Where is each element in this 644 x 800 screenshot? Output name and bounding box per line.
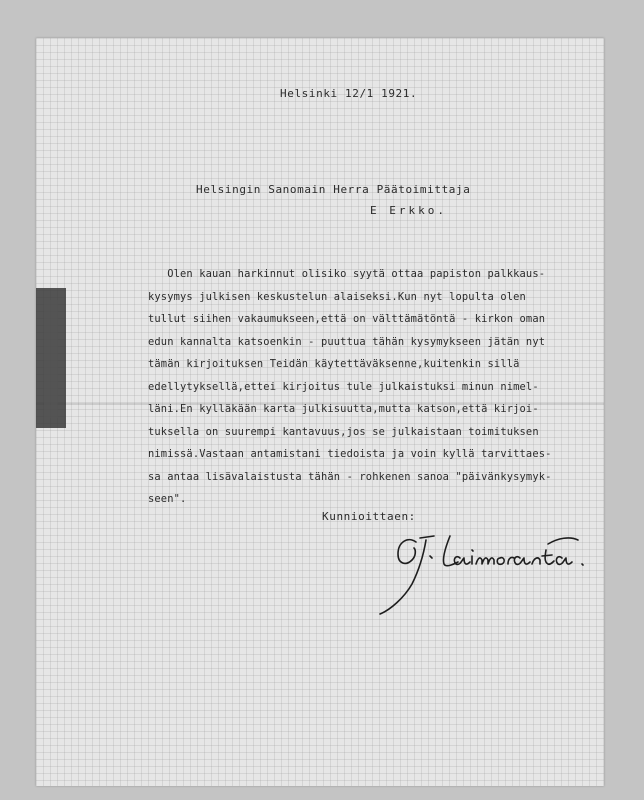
addressee-title: Helsingin Sanomain Herra Päätoimittaja	[196, 183, 471, 196]
letter-body	[148, 263, 552, 511]
body-line: tullut siihen vakaumukseen,että on välttämätöntä - kirkon oman	[148, 313, 546, 325]
letter-date: Helsinki 12/1 1921.	[280, 87, 418, 100]
body-line: läni.En kylläkään karta julkisuutta,mutta katson,että kirjoi-	[148, 403, 539, 415]
body-line: kysymys julkisen keskustelun alaiseksi.Kun nyt lopulta olen	[148, 290, 526, 303]
letter-closing: Kunnioittaen:	[322, 510, 416, 523]
addressee-name: E Erkko.	[370, 204, 447, 217]
body-line: tuksella on suurempi kantavuus,jos se julkaistaan toimituksen	[148, 425, 539, 438]
body-line: tämän kirjoituksen Teidän käytettäväksenne,kuitenkin sillä	[148, 358, 520, 370]
body-line: edun kannalta katsoenkin - puuttua tähän kysymykseen jätän nyt	[148, 335, 546, 348]
body-line: sa antaa lisävalaistusta tähän - rohkenen sanoa "päivänkysymyk-	[148, 470, 552, 483]
body-line: nimissä.Vastaan antamistani tiedoista ja voin kyllä tarvittaes-	[148, 448, 552, 460]
body-line: seen".	[148, 493, 187, 505]
body-line: Olen kauan harkinnut olisiko syytä ottaa papiston palkkaus-	[148, 268, 546, 280]
handwritten-signature	[372, 518, 592, 618]
binder-clip-detail	[44, 300, 58, 418]
body-line: edellytyksellä,ettei kirjoitus tule julkaistuksi minun nimel-	[148, 380, 539, 393]
